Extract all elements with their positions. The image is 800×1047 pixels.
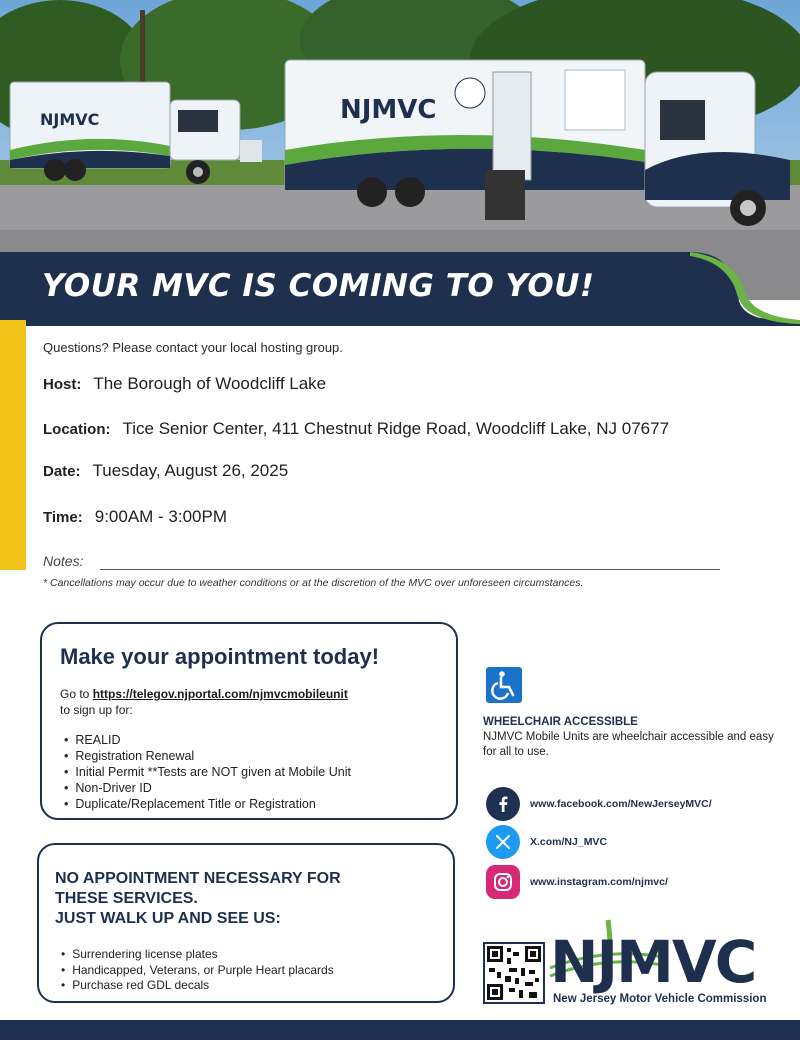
cancellation-disclaimer: * Cancellations may occur due to weather conditions or at the discretion of the MVC over unforeseen circumstances. <box>43 577 584 589</box>
svg-text:NJMVC: NJMVC <box>340 95 437 125</box>
wheelchair-icon <box>486 667 522 703</box>
wheelchair-text: NJMVC Mobile Units are wheelchair accessible and easy for all to use. <box>483 731 774 758</box>
location-value: Tice Senior Center, 411 Chestnut Ridge Road, Woodcliff Lake, NJ 07677 <box>122 419 670 438</box>
list-item: • Registration Renewal <box>64 748 351 764</box>
qr-code[interactable] <box>483 942 545 1004</box>
time-value: 9:00AM - 3:00PM <box>94 507 228 526</box>
x-link[interactable] <box>486 825 607 859</box>
date-value: Tuesday, August 26, 2025 <box>92 461 289 480</box>
host-value: The Borough of Woodcliff Lake <box>93 374 327 393</box>
list-item: • Purchase red GDL decals <box>61 978 334 994</box>
walk-in-title-line: JUST WALK UP AND SEE US: <box>55 910 281 927</box>
instagram-link[interactable] <box>486 865 668 899</box>
go-to-text: Go to <box>60 687 90 701</box>
notes-line <box>100 569 720 570</box>
list-item: • Initial Permit **Tests are NOT given at Mobile Unit <box>64 764 351 780</box>
host-label: Host: <box>43 376 82 393</box>
walk-in-box <box>37 843 455 1003</box>
date-label: Date: <box>43 463 81 480</box>
list-item: • REALID <box>64 732 351 748</box>
walk-in-title-line: NO APPOINTMENT NECESSARY FOR <box>55 870 341 887</box>
list-item: • Non-Driver ID <box>64 780 351 796</box>
logo-caption: New Jersey Motor Vehicle Commission <box>553 993 767 1005</box>
facebook-link[interactable] <box>486 787 712 821</box>
time-row <box>43 507 227 527</box>
walk-in-title <box>55 869 341 929</box>
notes-label: Notes: <box>43 553 84 569</box>
walk-in-title-line: THESE SERVICES. <box>55 890 198 907</box>
sign-up-text: to sign up for: <box>60 703 133 717</box>
list-item: • Surrendering license plates <box>61 947 334 963</box>
appointment-link[interactable]: https://telegov.njportal.com/njmvcmobileunit <box>92 687 348 701</box>
wheelchair-title: WHEELCHAIR ACCESSIBLE <box>483 716 638 728</box>
list-item: • Duplicate/Replacement Title or Registration <box>64 796 351 812</box>
x-url: X.com/NJ_MVC <box>530 836 608 848</box>
appointment-instructions <box>60 686 348 718</box>
instagram-icon <box>486 865 520 899</box>
host-row <box>43 374 326 394</box>
facebook-url: www.facebook.com/NewJerseyMVC/ <box>530 798 712 810</box>
svg-text:NJMVC: NJMVC <box>40 110 100 129</box>
instagram-url: www.instagram.com/njmvc/ <box>530 876 668 888</box>
location-row <box>43 419 669 439</box>
headline: YOUR MVC IS COMING TO YOU! <box>42 268 595 304</box>
yellow-accent-bar <box>0 320 26 570</box>
facebook-icon <box>486 787 520 821</box>
appointment-title: Make your appointment today! <box>60 644 380 669</box>
walk-in-services-list <box>61 947 334 994</box>
x-icon <box>486 825 520 859</box>
location-label: Location: <box>43 421 111 438</box>
footer-bar <box>0 1020 800 1040</box>
appointment-services-list <box>64 732 351 812</box>
list-item: • Handicapped, Veterans, or Purple Heart placards <box>61 963 334 979</box>
time-label: Time: <box>43 509 83 526</box>
logo-mark: NJMVC <box>550 928 756 996</box>
questions-note: Questions? Please contact your local hosting group. <box>43 340 343 355</box>
date-row <box>43 461 288 481</box>
appointment-box <box>40 622 458 820</box>
